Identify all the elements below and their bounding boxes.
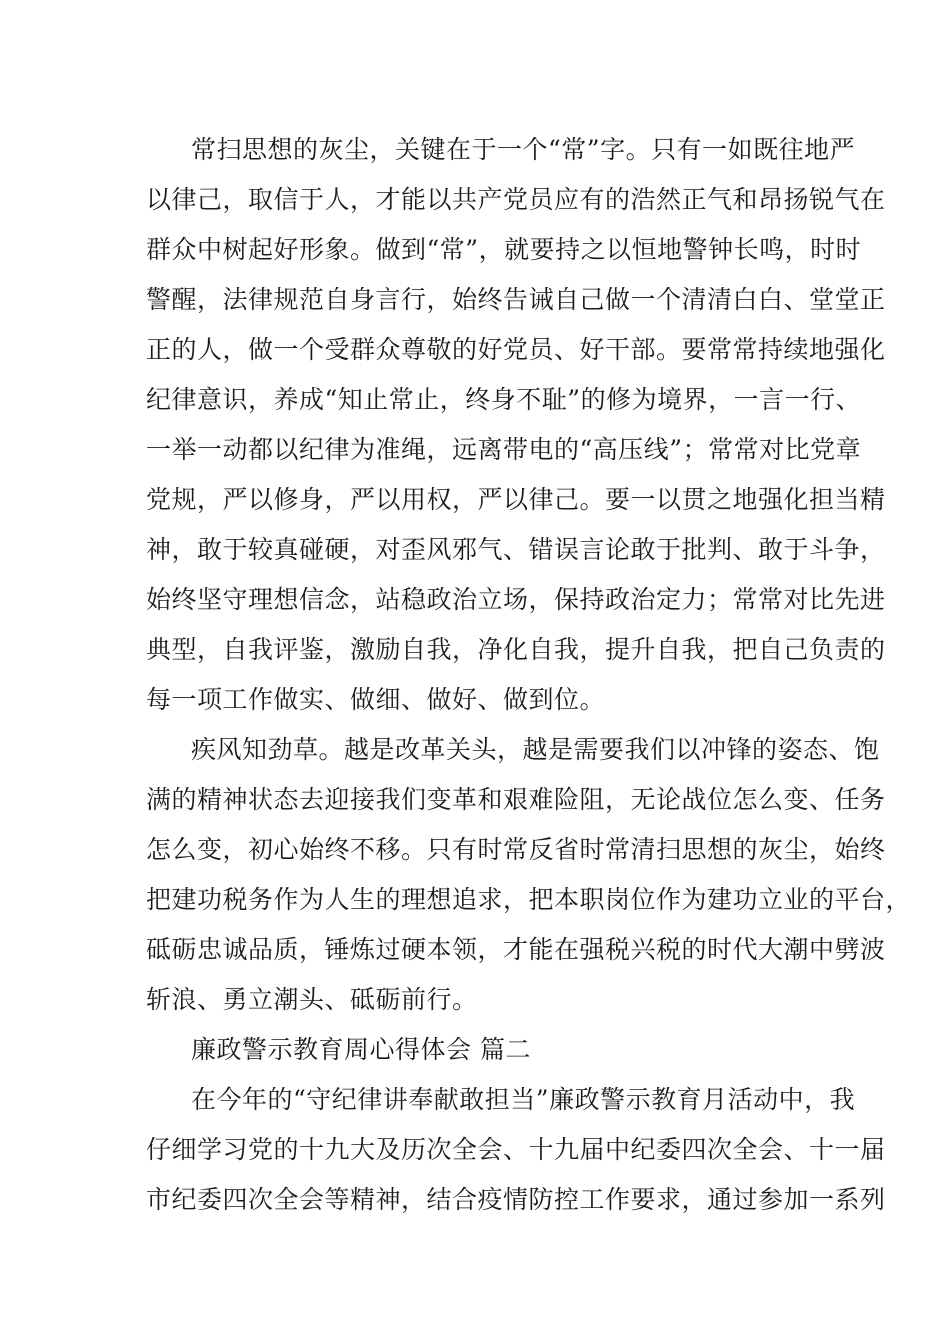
paragraph-line: 每一项工作做实、做细、做好、做到位。 (146, 685, 606, 714)
paragraph-line: 市纪委四次全会等精神，结合疫情防控工作要求，通过参加一系列 (146, 1185, 886, 1214)
paragraph-line: 以律己，取信于人，才能以共产党员应有的浩然正气和昂扬锐气在 (146, 185, 886, 214)
paragraph-line: 警醒，法律规范自身言行，始终告诫自己做一个清清白白、堂堂正 (146, 285, 886, 314)
paragraph-line: 疾风知劲草。越是改革关头，越是需要我们以冲锋的姿态、饱 (191, 735, 880, 764)
paragraph-line: 一举一动都以纪律为准绳，远离带电的“高压线”；常常对比党章 (146, 435, 862, 464)
paragraph-line: 仔细学习党的十九大及历次全会、十九届中纪委四次全会、十一届 (146, 1135, 886, 1164)
paragraph-line: 神，敢于较真碰硬，对歪风邪气、错误言论敢于批判、敢于斗争， (146, 535, 886, 564)
paragraph-line: 党规，严以修身，严以用权，严以律己。要一以贯之地强化担当精 (146, 485, 886, 514)
paragraph-line: 正的人，做一个受群众尊敬的好党员、好干部。要常常持续地强化 (146, 335, 886, 364)
paragraph-line: 砥砺忠诚品质，锤炼过硬本领，才能在强税兴税的时代大潮中劈波 (146, 935, 886, 964)
section-heading: 廉政警示教育周心得体会 篇二 (191, 1035, 531, 1064)
paragraph-line: 斩浪、勇立潮头、砥砺前行。 (146, 985, 478, 1014)
paragraph-line: 常扫思想的灰尘，关键在于一个“常”字。只有一如既往地严 (191, 135, 856, 164)
paragraph-line: 满的精神状态去迎接我们变革和艰难险阻，无论战位怎么变、任务 (146, 785, 886, 814)
paragraph-line: 始终坚守理想信念，站稳政治立场，保持政治定力；常常对比先进 (146, 585, 886, 614)
paragraph-line: 纪律意识，养成“知止常止，终身不耻”的修为境界，一言一行、 (146, 385, 862, 414)
paragraph-line: 怎么变，初心始终不移。只有时常反省时常清扫思想的灰尘，始终 (146, 835, 886, 864)
paragraph-line: 在今年的“守纪律讲奉献敢担当”廉政警示教育月活动中，我 (191, 1085, 856, 1114)
paragraph-line: 典型，自我评鉴，激励自我，净化自我，提升自我，把自己负责的 (146, 635, 886, 664)
paragraph-line: 把建功税务作为人生的理想追求，把本职岗位作为建功立业的平台， (146, 885, 912, 914)
paragraph-line: 群众中树起好形象。做到“常”，就要持之以恒地警钟长鸣，时时 (146, 235, 862, 264)
